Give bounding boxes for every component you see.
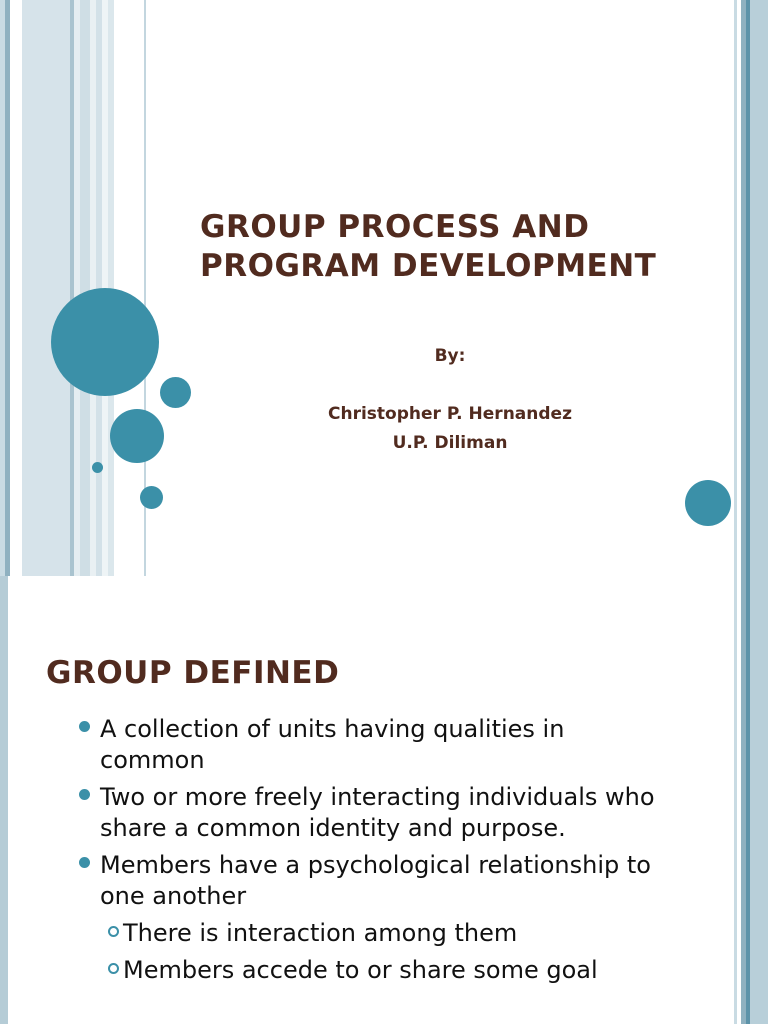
decor-right-bar xyxy=(750,0,768,1024)
bullet-ring-icon xyxy=(108,926,119,937)
bullet-list xyxy=(0,714,720,992)
institution-name: U.P. Diliman xyxy=(392,433,508,453)
bullet-dot-icon xyxy=(79,857,90,868)
sub-bullet-text: Members accede to or share some goal xyxy=(123,956,598,984)
decor-circle xyxy=(110,409,164,463)
bullet-text: A collection of units having qualities in common xyxy=(100,715,565,774)
bullet-text: Members have a psychological relationship to one another xyxy=(100,851,651,910)
sub-bullet-text: There is interaction among them xyxy=(123,919,518,947)
bullet-item xyxy=(0,850,660,912)
sub-bullet-item xyxy=(0,955,683,986)
slide-title: GROUP PROCESS AND PROGRAM DEVELOPMENT xyxy=(200,209,657,284)
bullet-ring-icon xyxy=(108,963,119,974)
decor-stripe xyxy=(10,0,22,576)
decor-circle-tiny xyxy=(92,462,103,473)
slide-heading: GROUP DEFINED xyxy=(46,655,340,691)
decor-circle xyxy=(140,486,163,509)
bullet-dot-icon xyxy=(79,789,90,800)
sub-bullet-item xyxy=(0,918,683,949)
decor-circle-right xyxy=(685,480,731,526)
bullet-item xyxy=(0,714,660,776)
decor-circle xyxy=(160,377,191,408)
content-slide xyxy=(0,576,768,1024)
bullet-text: Two or more freely interacting individuals who share a common identity and purpose. xyxy=(100,783,655,842)
bullet-dot-icon xyxy=(79,721,90,732)
decor-stripe xyxy=(22,0,70,576)
decor-stripe xyxy=(80,0,90,576)
decor-circle-large xyxy=(51,288,159,396)
author-name: Christopher P. Hernandez xyxy=(328,404,572,424)
by-label: By: xyxy=(434,346,466,366)
bullet-item xyxy=(0,782,660,844)
